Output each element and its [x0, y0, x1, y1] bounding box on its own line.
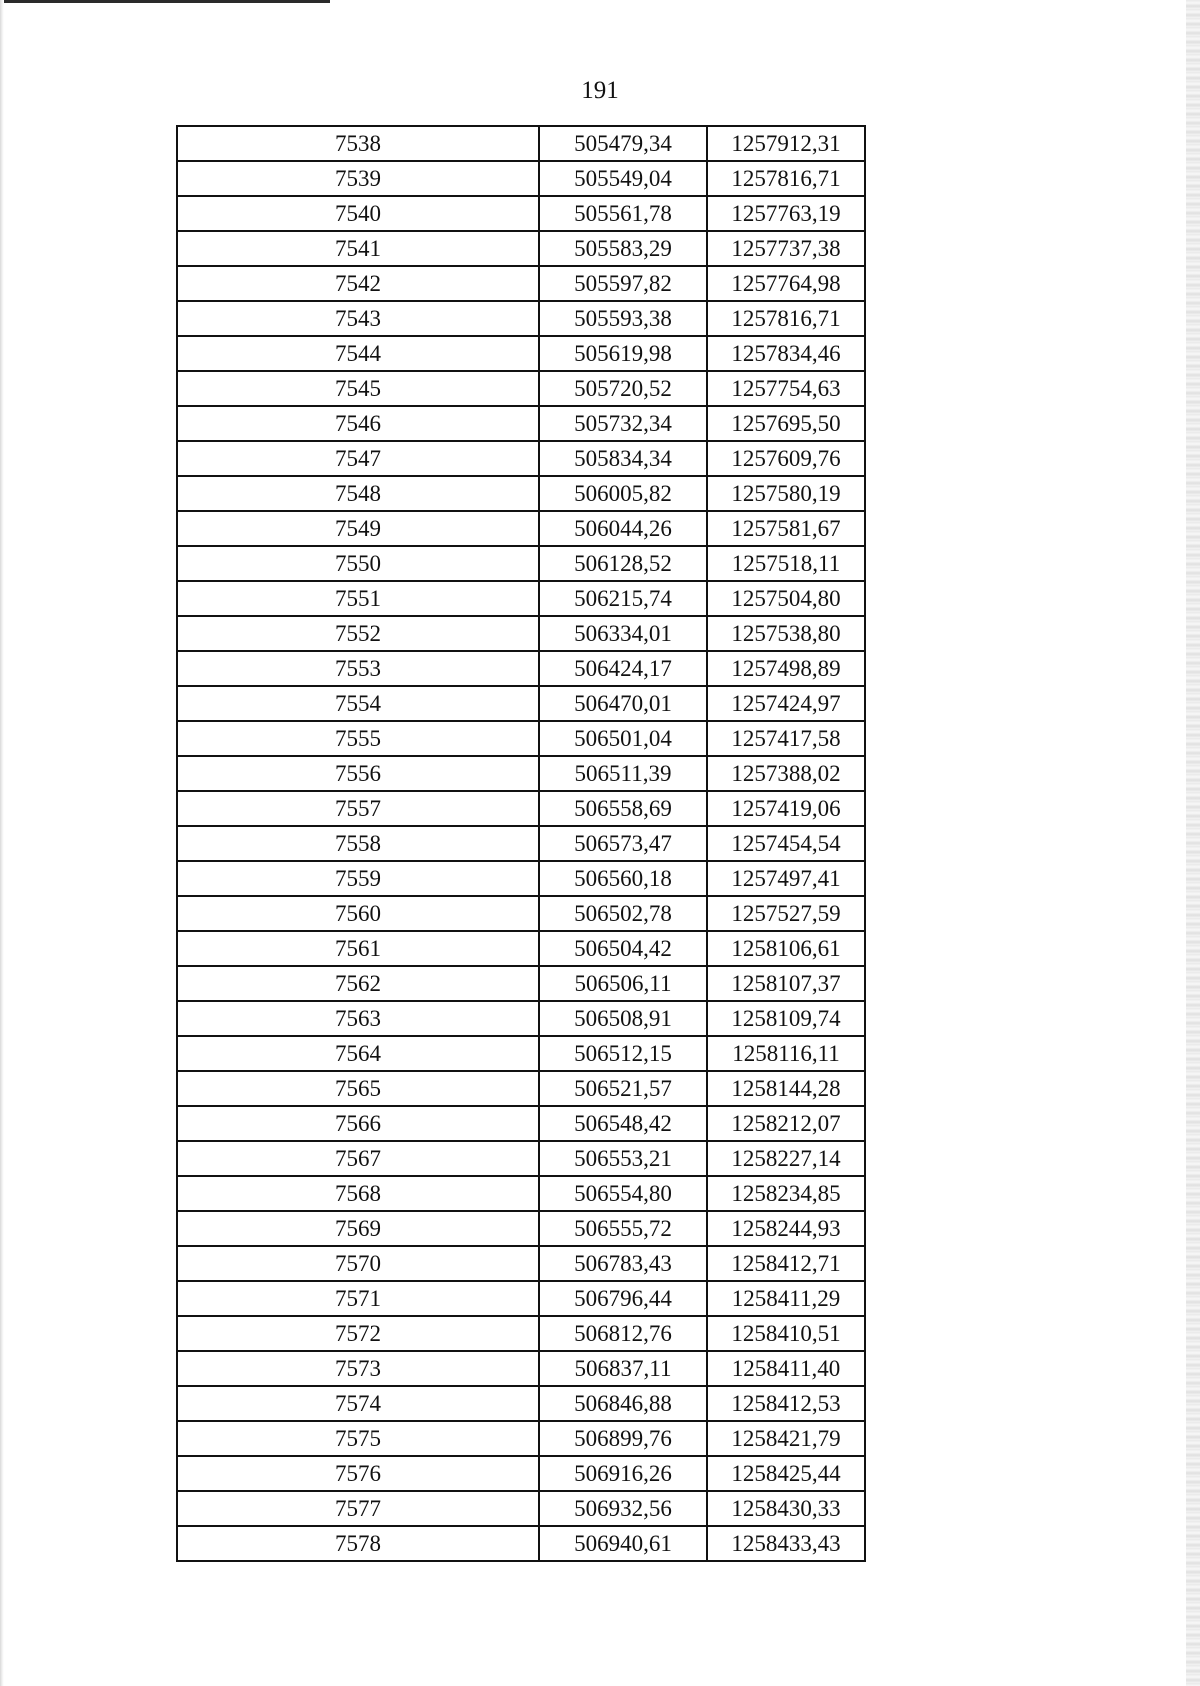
y-coordinate-cell: 1257527,59: [707, 896, 865, 931]
x-coordinate-cell: 505549,04: [539, 161, 707, 196]
table-row: [177, 301, 865, 336]
page-number: 191: [581, 77, 619, 104]
x-coordinate-cell: 506128,52: [539, 546, 707, 581]
table-row: [177, 1001, 865, 1036]
y-coordinate-cell: 1257388,02: [707, 756, 865, 791]
point-number-cell: 7575: [177, 1421, 539, 1456]
point-number-cell: 7577: [177, 1491, 539, 1526]
x-coordinate-cell: 506812,76: [539, 1316, 707, 1351]
y-coordinate-cell: 1258107,37: [707, 966, 865, 1001]
y-coordinate-cell: 1257816,71: [707, 301, 865, 336]
x-coordinate-cell: 506899,76: [539, 1421, 707, 1456]
point-number-cell: 7578: [177, 1526, 539, 1561]
table-row: [177, 1526, 865, 1561]
table-row: [177, 1176, 865, 1211]
point-number-cell: 7553: [177, 651, 539, 686]
coordinates-table-body: [177, 126, 865, 1561]
y-coordinate-cell: 1258410,51: [707, 1316, 865, 1351]
table-row: [177, 651, 865, 686]
scan-edge-right: [1186, 0, 1200, 1686]
x-coordinate-cell: 506558,69: [539, 791, 707, 826]
point-number-cell: 7544: [177, 336, 539, 371]
x-coordinate-cell: 506553,21: [539, 1141, 707, 1176]
table-row: [177, 1246, 865, 1281]
point-number-cell: 7559: [177, 861, 539, 896]
table-row: [177, 931, 865, 966]
x-coordinate-cell: 505619,98: [539, 336, 707, 371]
x-coordinate-cell: 506005,82: [539, 476, 707, 511]
table-row: [177, 791, 865, 826]
x-coordinate-cell: 505597,82: [539, 266, 707, 301]
y-coordinate-cell: 1257763,19: [707, 196, 865, 231]
table-row: [177, 1036, 865, 1071]
table-row: [177, 1316, 865, 1351]
coordinates-table: [176, 125, 866, 1562]
x-coordinate-cell: 506573,47: [539, 826, 707, 861]
y-coordinate-cell: 1258411,40: [707, 1351, 865, 1386]
x-coordinate-cell: 506511,39: [539, 756, 707, 791]
table-row: [177, 1071, 865, 1106]
x-coordinate-cell: 506521,57: [539, 1071, 707, 1106]
point-number-cell: 7573: [177, 1351, 539, 1386]
x-coordinate-cell: 506508,91: [539, 1001, 707, 1036]
y-coordinate-cell: 1258109,74: [707, 1001, 865, 1036]
table-row: [177, 1456, 865, 1491]
table-row: [177, 511, 865, 546]
x-coordinate-cell: 506555,72: [539, 1211, 707, 1246]
point-number-cell: 7572: [177, 1316, 539, 1351]
y-coordinate-cell: 1257424,97: [707, 686, 865, 721]
x-coordinate-cell: 506916,26: [539, 1456, 707, 1491]
table-row: [177, 1281, 865, 1316]
x-coordinate-cell: 506783,43: [539, 1246, 707, 1281]
y-coordinate-cell: 1257764,98: [707, 266, 865, 301]
x-coordinate-cell: 505593,38: [539, 301, 707, 336]
x-coordinate-cell: 505834,34: [539, 441, 707, 476]
x-coordinate-cell: 506334,01: [539, 616, 707, 651]
x-coordinate-cell: 506548,42: [539, 1106, 707, 1141]
y-coordinate-cell: 1258421,79: [707, 1421, 865, 1456]
y-coordinate-cell: 1258425,44: [707, 1456, 865, 1491]
y-coordinate-cell: 1257581,67: [707, 511, 865, 546]
table-row: [177, 1211, 865, 1246]
point-number-cell: 7558: [177, 826, 539, 861]
x-coordinate-cell: 506837,11: [539, 1351, 707, 1386]
table-row: [177, 126, 865, 161]
y-coordinate-cell: 1257609,76: [707, 441, 865, 476]
y-coordinate-cell: 1257538,80: [707, 616, 865, 651]
y-coordinate-cell: 1257737,38: [707, 231, 865, 266]
point-number-cell: 7571: [177, 1281, 539, 1316]
y-coordinate-cell: 1257454,54: [707, 826, 865, 861]
y-coordinate-cell: 1258412,53: [707, 1386, 865, 1421]
x-coordinate-cell: 506504,42: [539, 931, 707, 966]
table-row: [177, 721, 865, 756]
table-row: [177, 161, 865, 196]
y-coordinate-cell: 1257518,11: [707, 546, 865, 581]
point-number-cell: 7543: [177, 301, 539, 336]
table-row: [177, 896, 865, 931]
x-coordinate-cell: 506796,44: [539, 1281, 707, 1316]
point-number-cell: 7554: [177, 686, 539, 721]
point-number-cell: 7538: [177, 126, 539, 161]
x-coordinate-cell: 506044,26: [539, 511, 707, 546]
y-coordinate-cell: 1258106,61: [707, 931, 865, 966]
table-row: [177, 756, 865, 791]
scan-edge-left: [0, 0, 4, 1686]
x-coordinate-cell: 506424,17: [539, 651, 707, 686]
y-coordinate-cell: 1257504,80: [707, 581, 865, 616]
y-coordinate-cell: 1258116,11: [707, 1036, 865, 1071]
table-row: [177, 371, 865, 406]
point-number-cell: 7541: [177, 231, 539, 266]
table-row: [177, 1141, 865, 1176]
point-number-cell: 7551: [177, 581, 539, 616]
point-number-cell: 7564: [177, 1036, 539, 1071]
point-number-cell: 7552: [177, 616, 539, 651]
point-number-cell: 7542: [177, 266, 539, 301]
x-coordinate-cell: 506506,11: [539, 966, 707, 1001]
table-row: [177, 861, 865, 896]
table-row: [177, 826, 865, 861]
table-row: [177, 966, 865, 1001]
table-row: [177, 546, 865, 581]
table-row: [177, 231, 865, 266]
x-coordinate-cell: 506554,80: [539, 1176, 707, 1211]
table-row: [177, 476, 865, 511]
y-coordinate-cell: 1257695,50: [707, 406, 865, 441]
table-row: [177, 196, 865, 231]
point-number-cell: 7560: [177, 896, 539, 931]
point-number-cell: 7563: [177, 1001, 539, 1036]
table-row: [177, 1106, 865, 1141]
x-coordinate-cell: 506501,04: [539, 721, 707, 756]
point-number-cell: 7557: [177, 791, 539, 826]
table-row: [177, 616, 865, 651]
table-row: [177, 686, 865, 721]
x-coordinate-cell: 506215,74: [539, 581, 707, 616]
point-number-cell: 7576: [177, 1456, 539, 1491]
x-coordinate-cell: 506846,88: [539, 1386, 707, 1421]
y-coordinate-cell: 1257834,46: [707, 336, 865, 371]
table-row: [177, 1386, 865, 1421]
y-coordinate-cell: 1258144,28: [707, 1071, 865, 1106]
point-number-cell: 7545: [177, 371, 539, 406]
point-number-cell: 7555: [177, 721, 539, 756]
y-coordinate-cell: 1258234,85: [707, 1176, 865, 1211]
y-coordinate-cell: 1258244,93: [707, 1211, 865, 1246]
x-coordinate-cell: 506932,56: [539, 1491, 707, 1526]
point-number-cell: 7567: [177, 1141, 539, 1176]
point-number-cell: 7550: [177, 546, 539, 581]
y-coordinate-cell: 1258433,43: [707, 1526, 865, 1561]
x-coordinate-cell: 505720,52: [539, 371, 707, 406]
y-coordinate-cell: 1257912,31: [707, 126, 865, 161]
y-coordinate-cell: 1258227,14: [707, 1141, 865, 1176]
point-number-cell: 7570: [177, 1246, 539, 1281]
y-coordinate-cell: 1257754,63: [707, 371, 865, 406]
point-number-cell: 7562: [177, 966, 539, 1001]
y-coordinate-cell: 1257417,58: [707, 721, 865, 756]
point-number-cell: 7574: [177, 1386, 539, 1421]
table-row: [177, 581, 865, 616]
point-number-cell: 7539: [177, 161, 539, 196]
y-coordinate-cell: 1257419,06: [707, 791, 865, 826]
point-number-cell: 7569: [177, 1211, 539, 1246]
y-coordinate-cell: 1257816,71: [707, 161, 865, 196]
point-number-cell: 7540: [177, 196, 539, 231]
table-row: [177, 1351, 865, 1386]
x-coordinate-cell: 506560,18: [539, 861, 707, 896]
y-coordinate-cell: 1258430,33: [707, 1491, 865, 1526]
y-coordinate-cell: 1257497,41: [707, 861, 865, 896]
scan-edge-top: [0, 0, 330, 3]
table-row: [177, 1421, 865, 1456]
point-number-cell: 7548: [177, 476, 539, 511]
x-coordinate-cell: 505732,34: [539, 406, 707, 441]
point-number-cell: 7568: [177, 1176, 539, 1211]
y-coordinate-cell: 1258412,71: [707, 1246, 865, 1281]
point-number-cell: 7549: [177, 511, 539, 546]
table-row: [177, 406, 865, 441]
table-row: [177, 1491, 865, 1526]
y-coordinate-cell: 1258411,29: [707, 1281, 865, 1316]
x-coordinate-cell: 506502,78: [539, 896, 707, 931]
table-row: [177, 441, 865, 476]
x-coordinate-cell: 505561,78: [539, 196, 707, 231]
x-coordinate-cell: 506512,15: [539, 1036, 707, 1071]
x-coordinate-cell: 505583,29: [539, 231, 707, 266]
table-row: [177, 336, 865, 371]
x-coordinate-cell: 506470,01: [539, 686, 707, 721]
x-coordinate-cell: 505479,34: [539, 126, 707, 161]
y-coordinate-cell: 1258212,07: [707, 1106, 865, 1141]
point-number-cell: 7566: [177, 1106, 539, 1141]
point-number-cell: 7546: [177, 406, 539, 441]
point-number-cell: 7547: [177, 441, 539, 476]
point-number-cell: 7561: [177, 931, 539, 966]
y-coordinate-cell: 1257498,89: [707, 651, 865, 686]
y-coordinate-cell: 1257580,19: [707, 476, 865, 511]
point-number-cell: 7556: [177, 756, 539, 791]
point-number-cell: 7565: [177, 1071, 539, 1106]
table-row: [177, 266, 865, 301]
x-coordinate-cell: 506940,61: [539, 1526, 707, 1561]
